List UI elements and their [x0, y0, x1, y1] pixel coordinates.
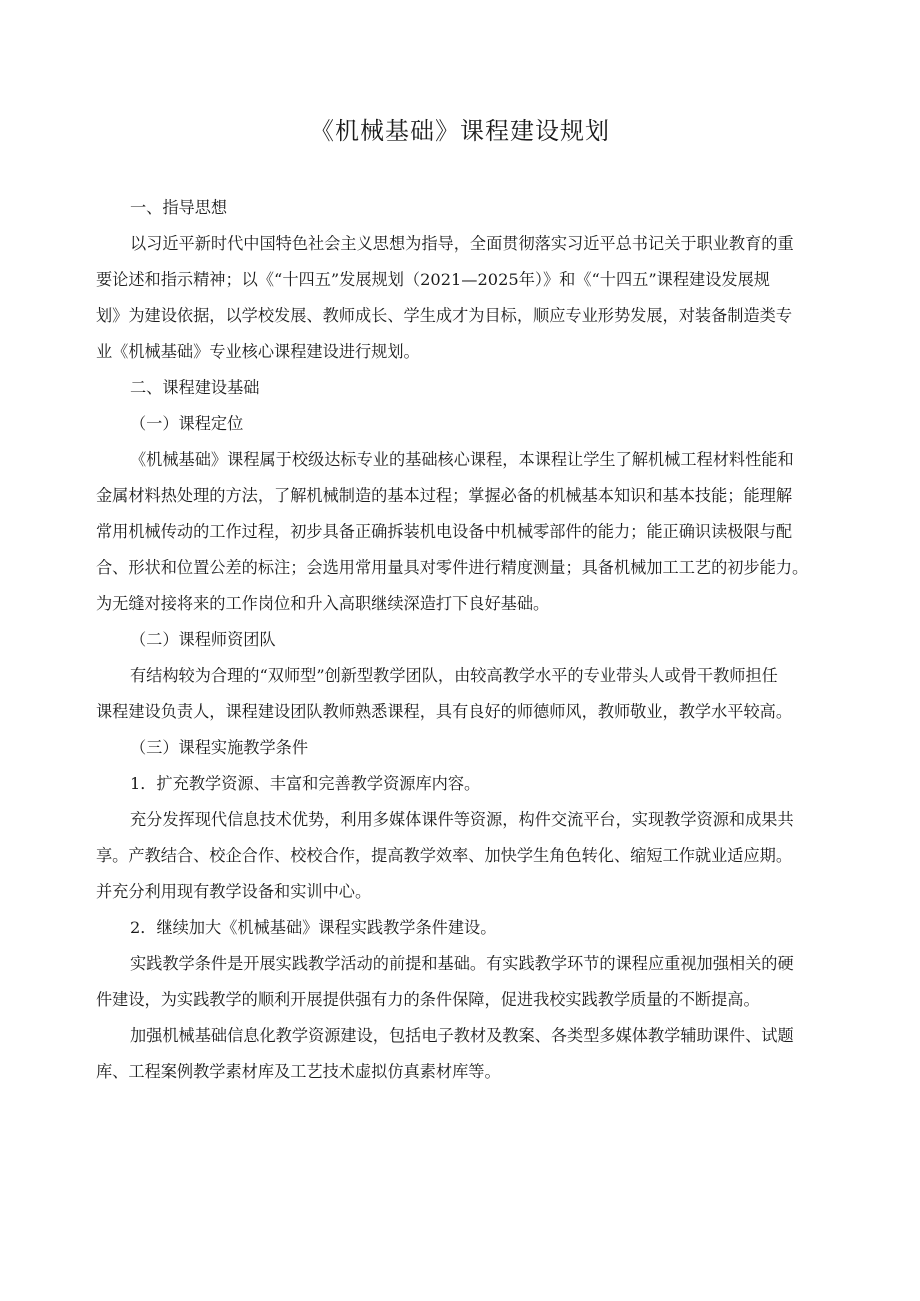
paragraph-line: 要论述和指示精神；以《“十四五”发展规划（2021—2025年）》和《“十四五”课程建设发展规: [96, 270, 770, 289]
numbered-item-2: 2．继续加大《机械基础》课程实践教学条件建设。: [130, 918, 497, 937]
paragraph-line: 金属材料热处理的方法，了解机械制造的基本过程；掌握必备的机械基本知识和基本技能；能理解: [96, 486, 793, 505]
subsection-heading-teaching-conditions: （三）课程实施教学条件: [130, 738, 309, 757]
subsection-heading-teaching-team: （二）课程师资团队: [130, 630, 276, 649]
document-body: [96, 190, 834, 1090]
paragraph-line: 以习近平新时代中国特色社会主义思想为指导，全面贯彻落实习近平总书记关于职业教育的重: [130, 234, 794, 253]
section-heading-course-basis: 二、课程建设基础: [130, 378, 260, 397]
paragraph-line: 有结构较为合理的“双师型”创新型教学团队，由较高教学水平的专业带头人或骨干教师担任: [130, 666, 778, 685]
document-title: 《机械基础》课程建设规划: [310, 117, 610, 145]
paragraph-line: 合、形状和位置公差的标注；会选用常用量具对零件进行精度测量；具备机械加工工艺的初步能力。: [96, 558, 809, 577]
paragraph-line: 为无缝对接将来的工作岗位和升入高职继续深造打下良好基础。: [96, 594, 550, 613]
paragraph-line: 实践教学条件是开展实践教学活动的前提和基础。有实践教学环节的课程应重视加强相关的硬: [130, 954, 794, 973]
paragraph-line: 课程建设负责人，课程建设团队教师熟悉课程，具有良好的师德师风，教师敬业，教学水平较高。: [96, 702, 793, 721]
section-heading-guiding-thought: 一、指导思想: [130, 198, 228, 217]
subsection-heading-course-positioning: （一）课程定位: [130, 414, 244, 433]
paragraph-line: 享。产教结合、校企合作、校校合作，提高教学效率、加快学生角色转化、缩短工作就业适应期。: [96, 846, 793, 865]
paragraph-line: 充分发挥现代信息技术优势，利用多媒体课件等资源，构件交流平台，实现教学资源和成果共: [130, 810, 794, 829]
paragraph-line: 业《机械基础》专业核心课程建设进行规划。: [96, 342, 420, 361]
paragraph-line: 常用机械传动的工作过程，初步具备正确拆装机电设备中机械零部件的能力；能正确识读极限与配: [96, 522, 793, 541]
paragraph-line: 加强机械基础信息化教学资源建设，包括电子教材及教案、各类型多媒体教学辅助课件、试题: [130, 1026, 794, 1045]
paragraph-line: 库、工程案例教学素材库及工艺技术虚拟仿真素材库等。: [96, 1062, 501, 1081]
paragraph-line: 件建设，为实践教学的顺利开展提供强有力的条件保障，促进我校实践教学质量的不断提高。: [96, 990, 760, 1009]
numbered-item-1: 1．扩充教学资源、丰富和完善教学资源库内容。: [130, 774, 481, 793]
paragraph-line: 并充分利用现有教学设备和实训中心。: [96, 882, 372, 901]
paragraph-line: 划》为建设依据，以学校发展、教师成长、学生成才为目标，顺应专业形势发展，对装备制造类专: [96, 306, 793, 325]
paragraph-line: 《机械基础》课程属于校级达标专业的基础核心课程，本课程让学生了解机械工程材料性能和: [130, 450, 794, 469]
